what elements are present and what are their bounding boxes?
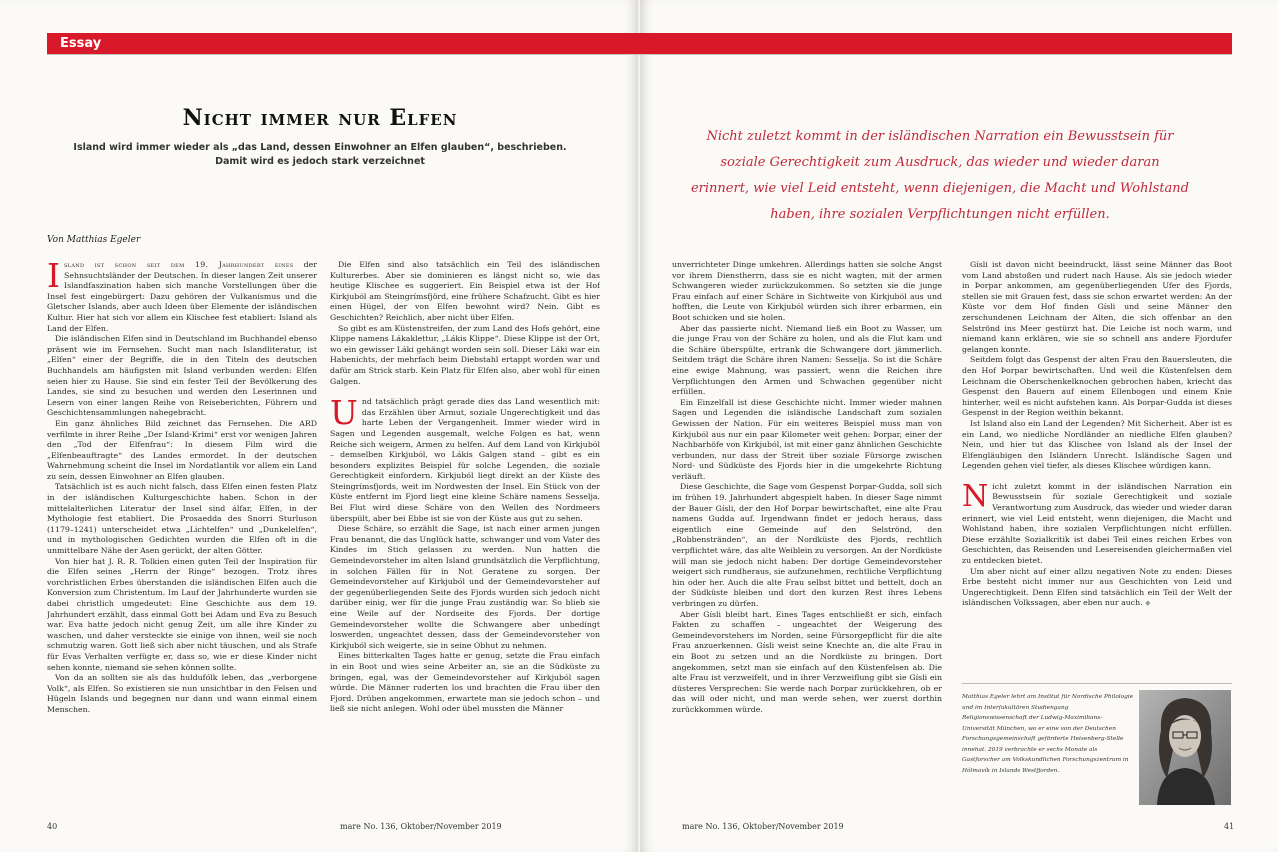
page-number-left: 40: [47, 822, 58, 831]
paragraph: Island ist schon seit dem 19. Jahrhundert eines der Sehnsuchtsländer der Deutschen. In dieser langen Zeit unserer Islandfaszination haben sich manche Vorstellungen über die Insel fest eingebürgert: Dazu gehören der Vulkanismus und die Gletscher Islands, aber auch Ideen über Elemente der isländischen Kultur. Hier hat sich vor allem ein Klischee fest etabliert: Island als Land der Elfen.: [47, 260, 317, 333]
article-title: Nicht immer nur Elfen: [182, 105, 458, 131]
paragraph: Und tatsächlich prägt gerade dies das Land wesentlich mit: das Erzählen über Armut, soziale Ungerechtigkeit und das harte Leben der Vergangenheit. Immer wieder wird in Sagen und Legenden ausgemalt, welche Folgen es hat, wenn Reiche sich weigern, Armen zu helfen. Auf dem Land von Kirkjuból – demselben Kirkjuból, wo Lákis Galgen stand – gibt es ein besonders explizites Beispiel für solche Legenden, die soziale Gerechtigkeit einfordern. Kirkjuból liegt direkt an der Küste des Steingrímsfjords, weit im Nordwesten der Insel. Ein Stück von der Küste entfernt im Fjord liegt eine kleine Schäre namens Sesselja. Bei Flut wird diese Schäre von den Wellen des Nordmeers überspült, aber bei Ebbe ist sie von der Küste aus gut zu sehen.: [330, 393, 600, 523]
subtitle-line-2: Damit wird es jedoch stark verzeichnet: [215, 156, 425, 167]
paragraph: Ist Island also ein Land der Legenden? Mit Sicherheit. Aber ist es ein Land, wo niedliche Nordländer an niedliche Elfen glauben? Nein, und hier tut das Klischee von Island als der Insel der Elfengläubigen den Isländern Unrecht. Isländische Sagen und Legenden gehen viel tiefer, als dieses Klischee würdigen kann.: [962, 418, 1232, 471]
article-subtitle: [60, 141, 580, 169]
paragraph: Eines bitterkalten Tages hatte er genug, setzte die Frau einfach in ein Boot und wies seine Arbeiter an, sie an die Südküste zu bringen, egal, was der Gemeindevorsteher auf Kirkjuból sagen würde. Die Männer ruderten los und brachten die Frau über den Fjord. Drüben angekommen, erwartete man sie jedoch schon – und ließ sie nicht anlegen. Wohl oder übel mussten die Männer: [330, 651, 600, 714]
paragraph: Tatsächlich ist es auch nicht falsch, dass Elfen einen festen Platz in der isländischen Kulturgeschichte haben. Schon in der mittelalterlichen Literatur der Insel sind álfar, Elfen, in der Mythologie fest etabliert. Die Prosaedda des Snorri Sturluson (1179–1241) unterscheidet etwa „Lichtelfen“ und „Dunkelelfen“, und in mythologischen Gedichten wurden die Elfen oft in die unmittelbare Nähe der Asen gerückt, der alten Götter.: [47, 482, 317, 556]
drop-cap: N: [962, 478, 989, 514]
paragraph: Diese Geschichte, die Sage vom Gespenst Þorpar-Gudda, soll sich im frühen 19. Jahrhundert abgespielt haben. In dieser Sage nimmt der Bauer Gísli, der den Hof Þorpar bewirtschaftet, eine alte Frau namens Gudda auf. Irgendwann findet er jedoch heraus, dass eigentlich eine Gemeinde auf den Selströnd, den „Robbenstränden“, an der Nordküste des Fjords, rechtlich verpflichtet wäre, das alte Weiblein zu versorgen. An der Nordküste will man sie jedoch nicht haben: Der dortige Gemeindevorsteher weigert sich rundheraus, sie aufzunehmen, rechtliche Verpflichtung hin oder her. Auch die alte Frau selbst bittet und bettelt, doch an der Südküste bleiben und dort den kurzen Rest ihres Lebens verbringen zu dürfen.: [672, 482, 942, 608]
drop-cap: U: [330, 393, 358, 433]
paragraph: Aber das passierte nicht. Niemand ließ ein Boot zu Wasser, um die junge Frau von der Schäre zu holen, und als die Flut kam und die Schäre überspülte, ertrank die Schwangere dort jämmerlich. Seitdem trägt die Schäre ihren Namen: Sesselja. So ist die Schäre eine ewige Mahnung, was passiert, wenn die Reichen ihre Verpflichtungen den Armen und Schwachen gegenüber nicht erfüllen.: [672, 323, 942, 397]
paragraph: So gibt es am Küstenstreifen, der zum Land des Hofs gehört, eine Klippe namens Lákaklettur, „Lákis Klippe“. Diese Klippe ist der Ort, wo ein gewisser Láki gehängt worden sein soll. Dieser Láki war ein Habenichts, der mehrfach beim Diebstahl ertappt worden war und dafür am Strick starb. Kein Platz für Elfen also, aber wohl für einen Galgen.: [330, 323, 600, 386]
paragraph: Ein Einzelfall ist diese Geschichte nicht. Immer wieder mahnen Sagen und Legenden die isländische Landschaft zum sozialen Gewissen der Nation. Für ein weiteres Beispiel muss man von Kirkjuból aus nur ein paar Kilometer weit gehen: Þorpar, einer der Nachbarhöfe von Kirkjuból, ist mit einer ganz ähnlichen Geschichte verbunden, nur dass der Streit über soziale Fürsorge zwischen Nord- und Südküste des Fjords hier in die umgekehrte Richtung verläuft.: [672, 397, 942, 481]
paragraph: Die isländischen Elfen sind in Deutschland im Buchhandel ebenso präsent wie im Fernsehen. Sucht man nach Islandliteratur, ist „Elfen“ einer der Begriffe, die in den Titeln des deutschen Buchhandels am häufigsten mit Island verbunden werden: Elfen seien hier zu Hause. Sie sind ein fester Teil der Bevölkerung des Landes, sie sind zu besuchen und werden den Leserinnen und Lesern von einer langen Reihe von Reiseberichten, Führern und Geschichtensammlungen nahegebracht.: [47, 334, 317, 418]
paragraph: Von da an sollten sie als das huldufólk leben, das „verborgene Volk“, als Elfen. So existieren sie nun unsichtbar in den Felsen und Hügeln Islands und begegnen nur dann und wann einmal einem Menschen.: [47, 673, 317, 714]
text-column-2: [330, 260, 600, 830]
end-mark-icon: ◆: [1145, 599, 1151, 608]
paragraph: Ein ganz ähnliches Bild zeichnet das Fernsehen. Die ARD verfilmte in ihrer Reihe „Der Island-Krimi“ erst vor wenigen Jahren den „Tod der Elfenfrau“: In diesem Film wird die „Elfenbeauftragte“ des Landes ermordet. In der deutschen Wahrnehmung scheint die Insel im Nordatlantik vor allem ein Land zu sein, dessen Einwohner an Elfen glauben.: [47, 418, 317, 481]
lead-in: sland ist schon seit dem 19. Jahrhundert eines: [64, 260, 294, 269]
issue-line-right: mare No. 136, Oktober/November 2019: [682, 822, 844, 831]
paragraph: Nicht zuletzt kommt in der isländischen Narration ein Bewusstsein für soziale Gerechtigkeit und soziale Verantwortung zum Ausdruck, das wieder und wieder daran erinnert, wie viel Leid entsteht, wenn diejenigen, die Macht und Wohlstand haben, ihre sozialen Verpflichtungen nicht erfüllen. Diese erzählte Sozialkritik ist dabei Teil eines reichen Erbes von Geschichten, das Reisenden und Lesereisenden gleichermaßen viel zu entdecken bietet.: [962, 478, 1232, 566]
paragraph: unverrichteter Dinge umkehren. Allerdings hatten sie solche Angst vor ihrem Dienstherrn, dass sie es nicht wagten, mit der armen Schwangeren wieder zurückzukommen. So setzten sie die junge Frau einfach auf einer Schäre in Sichtweite von Kirkjuból aus und hofften, die Leute von Kirkjuból würden sich ihrer erbarmen, ein Boot schicken und sie holen.: [672, 260, 942, 322]
byline: Von Matthias Egeler: [47, 235, 141, 245]
header-rule: [47, 54, 1232, 55]
paragraph: Diese Schäre, so erzählt die Sage, ist nach einer armen jungen Frau benannt, die das Unglück hatte, schwanger und vom Vater des Kindes im Stich gelassen zu werden. Nun hatten die Gemeindevorsteher im alten Island grundsätzlich die Verpflichtung, in solchen Fällen für in Not Geratene zu sorgen. Der Gemeindevorsteher auf Kirkjuból und der Gemeindevorsteher auf der gegenüberliegenden Seite des Fjords wurden sich jedoch nicht darüber einig, wer für die junge Frau zuständig war. So blieb sie eine Weile auf der Nordseite des Fjords. Der dortige Gemeindevorsteher wollte die Schwangere aber unbedingt loswerden, ungeachtet dessen, dass der Gemeindevorsteher von Kirkjuból sich weigerte, sie in seine Obhut zu nehmen.: [330, 524, 600, 650]
paragraph: Um aber nicht auf einer allzu negativen Note zu enden: Dieses Erbe besteht nicht immer nur aus Geschichten von Leid und Ungerechtigkeit. Denn Elfen sind tatsächlich ein Teil der Welt der isländischen Volkssagen, aber eben nur auch. ◆: [962, 566, 1232, 608]
page-number-right: 41: [1224, 822, 1235, 831]
text-column-4: [962, 260, 1232, 680]
author-portrait: [1139, 690, 1231, 805]
subtitle-line-1: Island wird immer wieder als „das Land, dessen Einwohner an Elfen glauben“, beschrieben.: [73, 142, 567, 153]
section-header: Essay: [47, 33, 1232, 55]
issue-line-left: mare No. 136, Oktober/November 2019: [340, 822, 502, 831]
bio-text: Matthias Egeler lehrt am Institut für Nordische Philologie und im Interfakultären Studiengang Religionswissenschaft der Ludwig-Maximilians-Universität München, wo er eine von der Deutschen Forschungsgemeinschaft geförderte Heisenberg-Stelle innehat. 2019 verbrachte er sechs Monate als Gastforscher am Volkskundlichen Forschungszentrum in Hólmavík in Islands Westfjorden.: [962, 694, 1134, 774]
text-column-3: [672, 260, 942, 830]
author-bio: [962, 683, 1232, 803]
drop-cap: I: [47, 260, 61, 295]
pull-quote: Nicht zuletzt kommt in der isländischen Narration ein Bewusstsein für soziale Gerechtigkeit zum Ausdruck, das wieder und wieder daran erinnert, wie viel Leid entsteht, wenn diejenigen, die Macht und Wohlstand haben, ihre sozialen Verpflichtungen nicht erfüllen.: [690, 129, 1189, 222]
text-column-1: [47, 260, 317, 830]
paragraph: Die Elfen sind also tatsächlich ein Teil des isländischen Kulturerbes. Aber sie dominieren es längst nicht so, wie das heutige Klischee es suggeriert. Ein Beispiel etwa ist der Hof Kirkjuból am Steingrímsfjörd, eine frühere Schafzucht. Gibt es hier einen Hügel, der von Elfen bewohnt wird? Nein. Gibt es Geschichten? Reichlich, aber nicht über Elfen.: [330, 260, 600, 322]
paragraph: Gísli ist davon nicht beeindruckt, lässt seine Männer das Boot vom Land abstoßen und rudert nach Hause. Als sie jedoch wieder in Þorpar ankommen, am gegenüberliegenden Ufer des Fjords, stellen sie mit Grauen fest, dass sie schon erwartet werden: An der Küste vor dem Hof finden Gísli und seine Männer den zerschundenen Leichnam der Alten, die sich offenbar an den Selströnd ins Meer gestürzt hat. Die Leiche ist noch warm, und niemand kann erklären, wie sie so schnell ans andere Fjordufer gelangen konnte.: [962, 260, 1232, 354]
portrait-image: [1139, 690, 1231, 805]
paragraph: Von hier hat J. R. R. Tolkien einen guten Teil der Inspiration für die Elfen seines „Herrn der Ringe“ bezogen. Trotz ihres vorchristlichen Erbes überstanden die isländischen Elfen auch die Konversion zum Christentum. Im Lauf der Jahrhunderte wurden sie dabei christlich umgedeutet: Eine Geschichte aus dem 19. Jahrhundert erzählt, dass einmal Gott bei Adam und Eva zu Besuch war. Eva hatte jedoch nicht genug Zeit, um alle ihre Kinder zu waschen, und daher versteckte sie einige von ihnen, weil sie noch schmutzig waren. Gott ließ sich aber nicht täuschen, und als Strafe für Evas Verhalten verfügte er, dass so, wie er diese Kinder nicht sehen konnte, niemand sie sehen können sollte.: [47, 556, 317, 672]
paragraph: Seitdem folgt das Gespenst der alten Frau den Bauersleuten, die den Hof Þorpar bewirtschaften. Und weil die Küstenfelsen dem Leichnam die Oberschenkelknochen gebrochen haben, kriecht das Gespenst den Bauern auf einem Ellenbogen und einem Knie hinterher, weil es nicht aufstehen kann. Als Þorpar-Gudda ist dieses Gespenst in der Region weithin bekannt.: [962, 355, 1232, 418]
paragraph: Aber Gísli bleibt hart. Eines Tages entschließt er sich, einfach Fakten zu schaffen – ungeachtet der Weigerung des Gemeindevorstehers im Norden, seine Fürsorgepflicht für die alte Frau anzuerkennen. Gísli weist seine Knechte an, die alte Frau in ein Boot zu setzen und an die Nordküste zu bringen. Dort angekommen, setzt man sie einfach auf den Küstenfelsen ab. Die alte Frau ist verzweifelt, und in ihrer Verzweiflung gibt sie Gísli ein düsteres Versprechen: Sie werde nach Þorpar zurückkehren, ob er das will oder nicht, und man werde sehen, wer zuerst dorthin zurückkommen würde.: [672, 609, 942, 714]
